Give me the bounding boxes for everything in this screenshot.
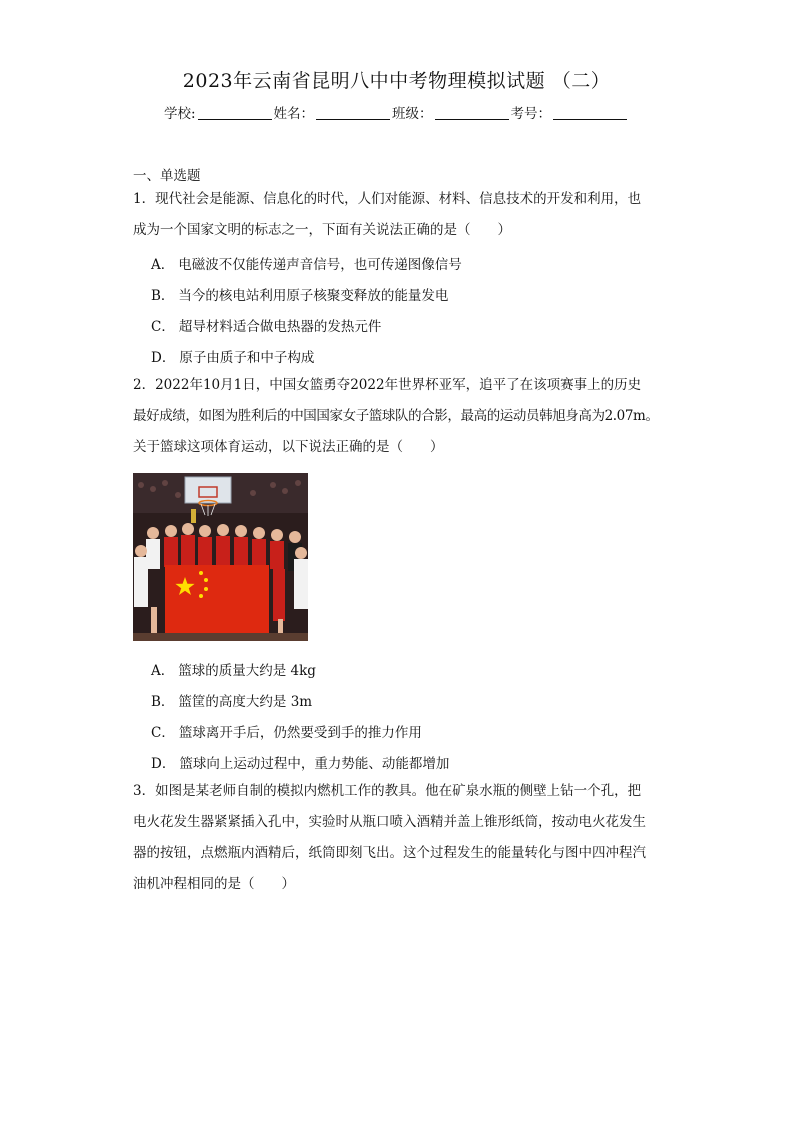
section-title: 一、单选题 (133, 168, 201, 184)
question-1-stem (133, 184, 673, 246)
question-2-option-c (151, 721, 422, 741)
question-3-line-3: 器的按钮，点燃瓶内酒精后，纸筒即刻飞出。这个过程发生的能量转化与图中四冲程汽 (133, 845, 646, 861)
question-2-stem (133, 370, 673, 463)
question-2-option-a (151, 659, 316, 679)
class-field (392, 102, 511, 122)
option-text: 电磁波不仅能传递声音信号，也可传递图像信号 (178, 257, 462, 273)
option-letter: B． (151, 288, 175, 304)
option-text: 篮球向上运动过程中，重力势能、动能都增加 (179, 756, 450, 772)
team-photo (133, 473, 308, 641)
option-text: 原子由质子和中子构成 (179, 350, 315, 366)
option-letter: A． (151, 257, 175, 273)
exam-title: 2023年云南省昆明八中中考物理模拟试题 （二） (182, 70, 611, 92)
team-photo-illustration (133, 473, 308, 641)
option-text: 超导材料适合做电热器的发热元件 (178, 319, 382, 335)
school-blank (198, 105, 272, 120)
question-1-option-b (151, 284, 448, 304)
question-3-stem (133, 776, 673, 900)
question-3-line-1: 3．如图是某老师自制的模拟内燃机工作的教具。他在矿泉水瓶的侧壁上钻一个孔，把 (133, 783, 642, 799)
class-label: 班级： (392, 106, 433, 122)
school-label: 学校: (163, 106, 196, 122)
name-label: 姓名： (273, 106, 315, 122)
question-3-line-4: 油机冲程相同的是（ ） (133, 876, 295, 892)
option-text: 篮球的质量大约是 4kg (178, 663, 316, 679)
question-1-line-1: 1．现代社会是能源、信息化的时代，人们对能源、材料、信息技术的开发和利用，也 (133, 191, 642, 207)
question-1-option-a (151, 253, 462, 273)
option-text: 篮球离开手后，仍然要受到手的推力作用 (178, 725, 422, 741)
option-letter: D． (151, 350, 176, 366)
number-label: 考号： (510, 106, 552, 122)
question-2-option-b (151, 690, 312, 710)
name-blank (316, 105, 390, 120)
question-1-option-c (151, 315, 381, 335)
class-blank (435, 105, 509, 120)
question-2-line-2: 最好成绩，如图为胜利后的中国国家女子篮球队的合影，最高的运动员韩旭身高为2.07m。 (133, 408, 659, 424)
student-info-line (0, 102, 793, 122)
option-letter: B． (151, 694, 175, 710)
option-text: 当今的核电站利用原子核聚变释放的能量发电 (178, 288, 449, 304)
question-1-option-d (151, 346, 314, 366)
option-letter: C． (151, 725, 175, 741)
question-1-line-2: 成为一个国家文明的标志之一，下面有关说法正确的是（ ） (133, 222, 511, 238)
number-blank (553, 105, 627, 120)
question-2-line-1: 2．2022年10月1日，中国女篮勇夺2022年世界杯亚军，追平了在该项赛事上的历史 (133, 377, 642, 393)
school-field (164, 102, 274, 122)
option-text: 篮筐的高度大约是 3m (178, 694, 313, 710)
option-letter: A． (151, 663, 175, 679)
question-2-option-d (151, 752, 449, 772)
number-field (511, 102, 630, 122)
option-letter: D． (151, 756, 176, 772)
option-letter: C． (151, 319, 175, 335)
question-2-line-3: 关于篮球这项体育运动，以下说法正确的是（ ） (133, 439, 444, 455)
question-3-line-2: 电火花发生器紧紧插入孔中，实验时从瓶口喷入酒精并盖上锥形纸筒，按动电火花发生 (133, 814, 646, 830)
name-field (274, 102, 393, 122)
